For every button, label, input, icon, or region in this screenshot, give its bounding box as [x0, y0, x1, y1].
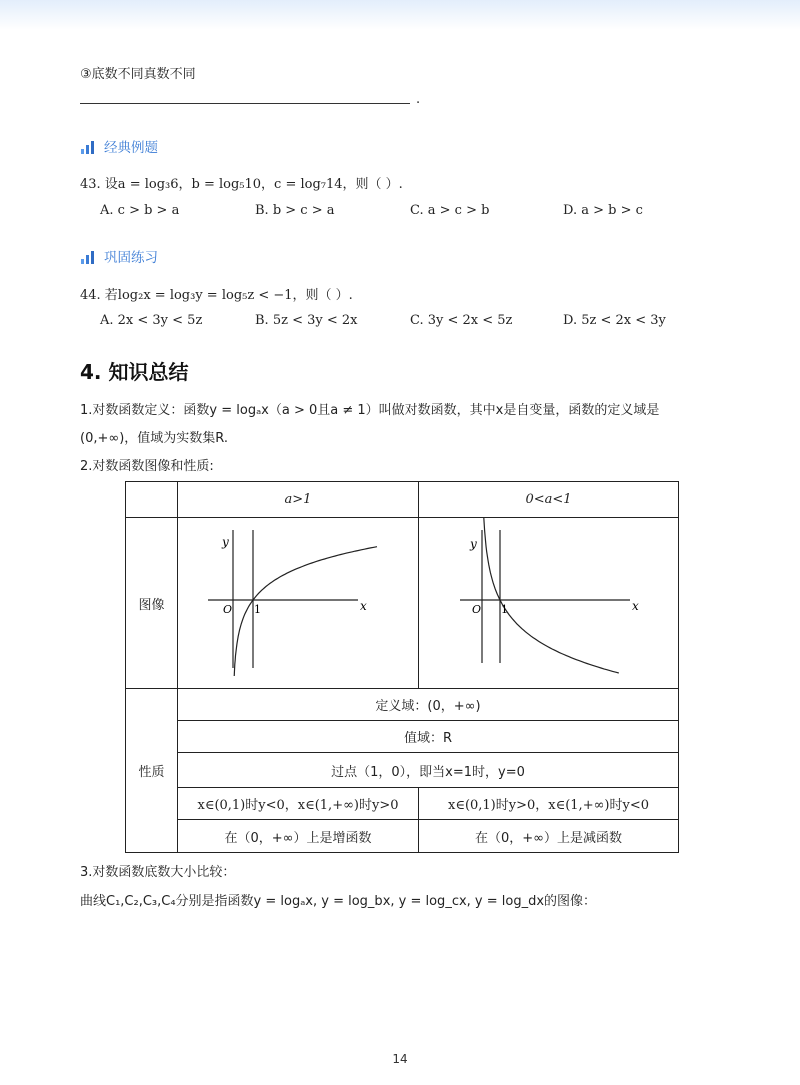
- graph-y-label: y: [222, 535, 229, 549]
- summary-heading: 4. 知识总结: [80, 360, 189, 384]
- fixed-point-row: 过点（1，0），即当x=1时，y=0: [178, 753, 679, 788]
- q43-option-a: A. c > b > a: [100, 203, 180, 218]
- monotonic-cell-a-gt-1: 在（0，+∞）上是增函数: [178, 820, 419, 853]
- range-row: 值域：R: [178, 721, 679, 753]
- row-label-properties: 性质: [126, 689, 178, 853]
- answer-blank-line: [80, 103, 410, 104]
- period: .: [416, 92, 421, 107]
- header-a-gt-1: a>1: [178, 482, 419, 518]
- q44-option-a: A. 2x < 3y < 5z: [100, 313, 203, 328]
- graph-one-label: 1: [500, 603, 508, 616]
- q43-option-c: C. a > c > b: [410, 203, 490, 218]
- q44-option-b: B. 5z < 3y < 2x: [255, 313, 358, 328]
- header-a-lt-1: 0<a<1: [419, 482, 679, 518]
- page-number: 14: [392, 1052, 408, 1066]
- summary-p1-line1: 1.对数函数定义：函数y = logₐx（a > 0且a ≠ 1）叫做对数函数，其中x是自变量，函数的定义域是: [80, 403, 660, 418]
- q44-option-d: D. 5z < 2x < 3y: [563, 313, 666, 328]
- corner-cell: [126, 482, 178, 518]
- graph-x-label: x: [631, 599, 639, 613]
- q44-option-c: C. 3y < 2x < 5z: [410, 313, 513, 328]
- graph-origin-label: O: [471, 603, 481, 616]
- sign-cell-a-lt-1: x∈(0,1)时y>0，x∈(1,+∞)时y<0: [419, 788, 679, 820]
- section-practice: [80, 246, 158, 266]
- graph-origin-label: O: [223, 603, 233, 616]
- graph-one-label: 1: [254, 603, 261, 616]
- q43-option-d: D. a > b > c: [563, 203, 643, 218]
- question-43-stem: 43. 设a = log₃6，b = log₅10，c = log₇14，则（ ）.: [80, 177, 403, 192]
- summary-p2: 2.对数函数图像和性质:: [80, 459, 214, 474]
- section-title: 巩固练习: [104, 250, 158, 266]
- top-band: [0, 0, 800, 30]
- summary-p3: 3.对数函数底数大小比较：: [80, 865, 236, 880]
- sign-cell-a-gt-1: x∈(0,1)时y<0，x∈(1,+∞)时y>0: [178, 788, 419, 820]
- line-3-text: ③底数不同真数不同: [80, 67, 196, 82]
- section-title: 经典例题: [104, 140, 158, 156]
- graph-cell-a-gt-1: [178, 518, 419, 689]
- summary-p3-line2: 曲线C₁,C₂,C₃,C₄分别是指函数y = logₐx, y = log_bx, y = log_cx, y = log_dx的图像：: [80, 894, 597, 909]
- graph-x-label: x: [360, 599, 367, 613]
- graph-decreasing: [420, 518, 678, 684]
- section-classic-examples: [80, 136, 158, 156]
- domain-row: 定义域：(0，+∞): [178, 689, 679, 721]
- bar-chart-icon: [80, 250, 96, 264]
- log-function-properties-table: [125, 481, 679, 853]
- graph-y-label: y: [469, 537, 477, 551]
- q43-option-b: B. b > c > a: [255, 203, 335, 218]
- monotonic-cell-a-lt-1: 在（0，+∞）上是减函数: [419, 820, 679, 853]
- summary-p1-line2: (0,+∞)，值域为实数集R.: [80, 431, 228, 446]
- graph-increasing: [178, 518, 418, 684]
- log-curve-decreasing: [482, 518, 618, 673]
- row-label-graph: 图像: [126, 518, 178, 689]
- graph-cell-a-lt-1: [419, 518, 679, 689]
- question-44-stem: 44. 若log₂x = log₃y = log₅z < −1，则（ ）.: [80, 288, 353, 303]
- bar-chart-icon: [80, 140, 96, 154]
